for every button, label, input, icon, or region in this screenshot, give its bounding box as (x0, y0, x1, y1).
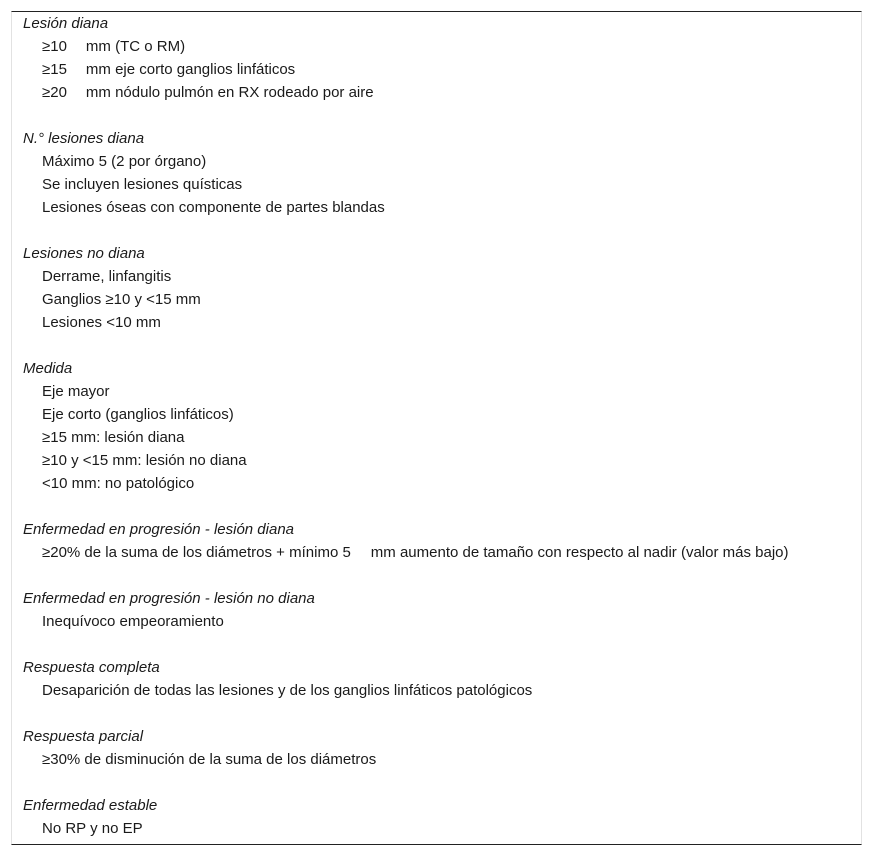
list-item (23, 58, 853, 81)
list-item: ≥15 mm: lesión diana (42, 429, 185, 446)
section-spacer (23, 334, 853, 357)
list-item: Derrame, linfangitis (42, 268, 172, 285)
list-item: <10 mm: no patológico (42, 475, 195, 492)
section-title: Medida (23, 360, 73, 377)
item-text: mm eje corto ganglios linfáticos (85, 61, 296, 78)
section-spacer (23, 104, 853, 127)
list-item (23, 35, 853, 58)
section-title: Respuesta completa (23, 659, 160, 676)
section-lesion-diana (23, 12, 853, 104)
section-spacer (23, 495, 853, 518)
section-respuesta-parcial (23, 725, 853, 771)
section-spacer (23, 219, 853, 242)
item-prefix: ≥10 (42, 38, 67, 55)
section-progresion-lesion-diana (23, 518, 853, 564)
list-item (23, 81, 853, 104)
list-item: Eje mayor (42, 383, 110, 400)
section-title: Enfermedad estable (23, 797, 158, 814)
section-progresion-lesion-no-diana (23, 587, 853, 633)
section-title: Respuesta parcial (23, 728, 144, 745)
list-item: No RP y no EP (42, 820, 143, 837)
list-item: Eje corto (ganglios linfáticos) (42, 406, 234, 423)
section-respuesta-completa (23, 656, 853, 702)
list-item (23, 541, 853, 564)
section-spacer (23, 564, 853, 587)
criteria-table (11, 11, 862, 845)
list-item: Lesiones <10 mm (42, 314, 161, 331)
list-item: Desaparición de todas las lesiones y de los ganglios linfáticos patológicos (42, 682, 533, 699)
criteria-content (23, 12, 853, 840)
section-lesiones-no-diana (23, 242, 853, 334)
section-spacer (23, 771, 853, 794)
item-prefix: ≥15 (42, 61, 67, 78)
list-item: Ganglios ≥10 y <15 mm (42, 291, 201, 308)
section-title: Enfermedad en progresión - lesión no diana (23, 590, 315, 607)
section-title: N.° lesiones diana (23, 130, 145, 147)
section-spacer (23, 633, 853, 656)
list-item: Inequívoco empeoramiento (42, 613, 224, 630)
section-title: Lesión diana (23, 15, 109, 32)
section-title: Enfermedad en progresión - lesión diana (23, 521, 295, 538)
item-prefix: ≥20% de la suma de los diámetros + mínimo 5 (42, 544, 351, 561)
section-medida (23, 357, 853, 495)
list-item: ≥30% de disminución de la suma de los diámetros (42, 751, 377, 768)
list-item: Lesiones óseas con componente de partes blandas (42, 199, 385, 216)
section-spacer (23, 702, 853, 725)
list-item: Máximo 5 (2 por órgano) (42, 153, 207, 170)
section-numero-lesiones-diana (23, 127, 853, 219)
section-enfermedad-estable (23, 794, 853, 840)
item-text: mm (TC o RM) (85, 38, 186, 55)
item-text: mm nódulo pulmón en RX rodeado por aire (85, 84, 374, 101)
list-item: ≥10 y <15 mm: lesión no diana (42, 452, 247, 469)
list-item: Se incluyen lesiones quísticas (42, 176, 243, 193)
section-title: Lesiones no diana (23, 245, 145, 262)
item-prefix: ≥20 (42, 84, 67, 101)
item-text: mm aumento de tamaño con respecto al nadir (valor más bajo) (370, 544, 789, 561)
